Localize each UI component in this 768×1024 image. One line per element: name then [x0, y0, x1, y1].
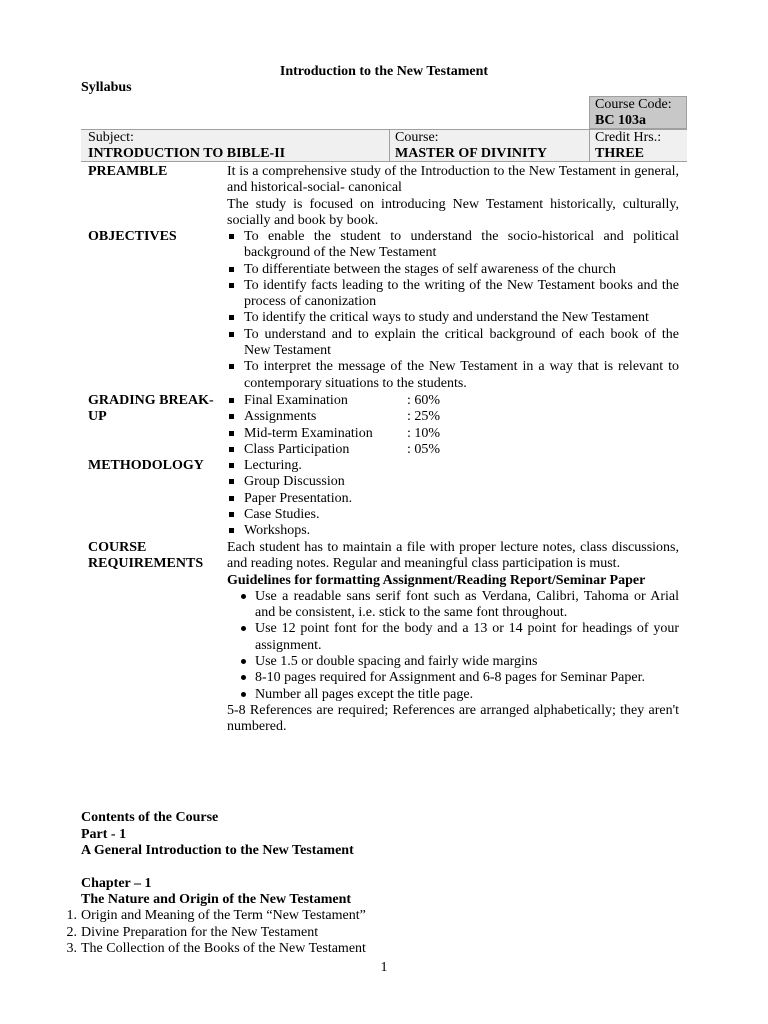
list-item: Paper Presentation.	[227, 491, 679, 507]
preamble-label: PREAMBLE	[88, 164, 168, 179]
credit-label: Credit Hrs.:	[595, 130, 662, 145]
list-item	[66, 941, 366, 958]
course-code-label: Course Code:	[595, 97, 672, 112]
item-number: 3.	[66, 941, 77, 956]
course-info-row	[81, 129, 687, 162]
cell-divider	[389, 130, 390, 162]
preamble-paragraph: The study is focused on introducing New Testament historically, culturally, socially and book by book.	[227, 196, 679, 228]
list-item: 8-10 pages required for Assignment and 6-8 pages for Seminar Paper.	[227, 670, 679, 686]
list-item: Group Discussion	[227, 474, 679, 490]
objectives-content	[227, 229, 679, 392]
grading-item-value: : 60%	[407, 393, 441, 408]
list-item	[66, 908, 366, 925]
requirements-label-line: REQUIREMENTS	[88, 556, 204, 571]
list-item: To identify the critical ways to study and understand the New Testament	[227, 310, 679, 326]
list-item: To enable the student to understand the socio-historical and political background of the New Testament	[227, 229, 679, 262]
grading-item-name: Assignments	[244, 409, 317, 425]
grading-item-value: : 05%	[407, 441, 441, 457]
subject-value: INTRODUCTION TO BIBLE-II	[88, 146, 286, 161]
grading-item-name: Final Examination	[244, 393, 348, 408]
list-item	[227, 409, 679, 425]
syllabus-heading: Syllabus	[81, 80, 132, 95]
methodology-label: METHODOLOGY	[88, 458, 204, 473]
list-item: To understand and to explain the critical background of each book of the New Testament	[227, 327, 679, 360]
grading-label-line: GRADING BREAK-	[88, 393, 214, 408]
methodology-list	[227, 458, 679, 539]
list-item	[227, 426, 679, 442]
grading-item-value: : 10%	[407, 425, 441, 441]
objectives-list	[227, 229, 679, 392]
cell-divider	[589, 130, 590, 162]
preamble-content	[227, 164, 679, 229]
references-note: 5-8 References are required; References are arranged alphabetically; they aren't numbered.	[227, 702, 679, 735]
guidelines-title: Guidelines for formatting Assignment/Reading Report/Seminar Paper	[227, 572, 646, 588]
list-item: Use 1.5 or double spacing and fairly wide margins	[227, 654, 679, 670]
item-text: Origin and Meaning of the Term “New Testament”	[81, 908, 366, 923]
list-item: Lecturing.	[227, 458, 679, 474]
course-label: Course:	[395, 130, 439, 145]
grading-item-value: : 25%	[407, 409, 441, 425]
course-code-value: BC 103a	[595, 113, 646, 128]
item-number: 1.	[66, 908, 77, 923]
preamble-paragraph: It is a comprehensive study of the Introduction to the New Testament in general, and historical-social- canonical	[227, 164, 679, 196]
requirements-content	[227, 540, 679, 736]
document-title: Introduction to the New Testament	[279, 64, 489, 79]
requirements-label-line: COURSE	[88, 540, 147, 555]
guidelines-list	[227, 589, 679, 703]
item-text: The Collection of the Books of the New Testament	[81, 941, 366, 956]
course-value: MASTER OF DIVINITY	[395, 146, 547, 161]
list-item	[227, 393, 679, 409]
grading-list	[227, 393, 679, 458]
chapter-topics-list	[66, 908, 366, 958]
chapter-title: The Nature and Origin of the New Testament	[81, 892, 352, 907]
subject-cell	[88, 130, 285, 162]
list-item: Use a readable sans serif font such as Verdana, Calibri, Tahoma or Arial and be consistent, i.e. stick to the same font throughout.	[227, 589, 679, 622]
item-text: Divine Preparation for the New Testament	[81, 924, 319, 940]
credit-cell	[595, 130, 661, 162]
part-title: A General Introduction to the New Testament	[81, 843, 354, 858]
course-code-cell	[589, 96, 687, 129]
requirements-label	[88, 540, 203, 572]
list-item: To interpret the message of the New Testament in a way that is relevant to contemporary situations to the students.	[227, 359, 679, 392]
list-item: To identify facts leading to the writing of the New Testament books and the process of canonization	[227, 278, 679, 311]
contents-heading: Contents of the Course	[81, 810, 219, 825]
objectives-label: OBJECTIVES	[88, 229, 177, 244]
page-number: 1	[380, 960, 388, 975]
list-item: To differentiate between the stages of self awareness of the church	[227, 262, 679, 278]
credit-value: THREE	[595, 146, 645, 161]
list-item	[227, 442, 679, 458]
grading-item-name: Mid-term Examination	[244, 425, 373, 441]
list-item: Number all pages except the title page.	[227, 687, 679, 703]
requirements-intro: Each student has to maintain a file with proper lecture notes, class discussions, and reading notes. Regular and meaningful class participation is must.	[227, 540, 679, 572]
list-item: Workshops.	[227, 523, 679, 539]
subject-label: Subject:	[88, 130, 134, 145]
grading-content	[227, 393, 679, 458]
part-heading: Part - 1	[81, 827, 127, 842]
list-item	[66, 924, 366, 942]
chapter-heading: Chapter – 1	[81, 876, 152, 891]
list-item: Case Studies.	[227, 507, 679, 523]
item-number: 2.	[66, 924, 77, 940]
grading-label	[88, 393, 214, 425]
course-cell	[395, 130, 547, 162]
list-item: Use 12 point font for the body and a 13 or 14 point for headings of your assignment.	[227, 621, 679, 654]
methodology-content	[227, 458, 679, 539]
grading-label-line: UP	[88, 409, 107, 424]
grading-item-name: Class Participation	[244, 441, 350, 457]
